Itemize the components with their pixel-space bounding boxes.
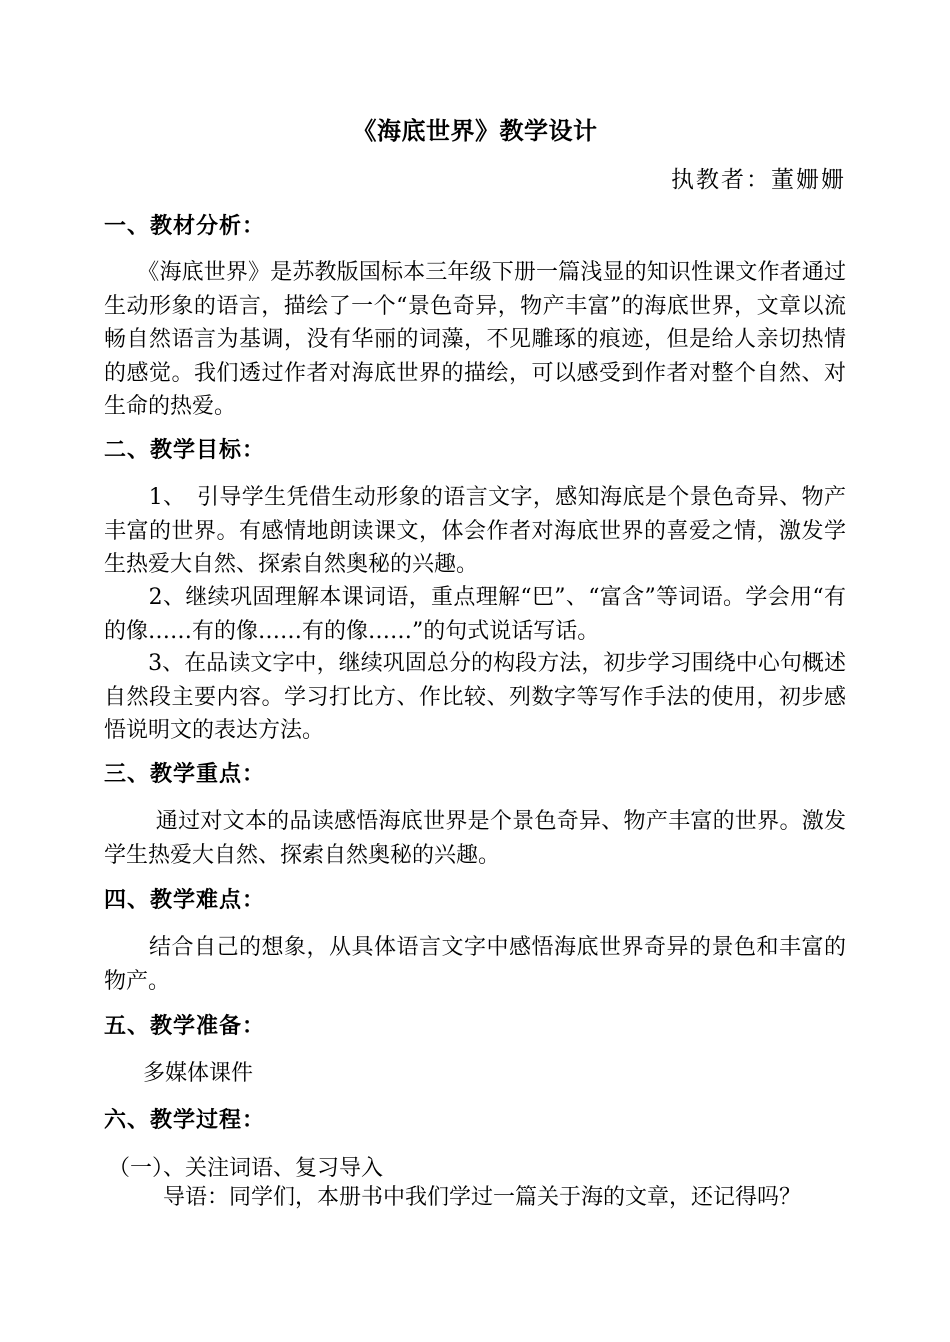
section-heading-teaching-goals: 二、教学目标： — [104, 438, 266, 463]
process-body-lead-in: 导语：同学们，本册书中我们学过一篇关于海的文章，还记得吗？ — [163, 1185, 802, 1210]
section-body-preparation: 多媒体课件 — [143, 1061, 254, 1086]
section-heading-preparation: 五、教学准备： — [104, 1014, 266, 1039]
goal-item-1: 1、 引导学生凭借生动形象的语言文字，感知海底是个景色奇异、物产丰富的世界。有感情地朗读课文，体会作者对海底世界的喜爱之情，激发学生热爱大自然、探索自然奥秘的兴趣。 — [104, 485, 846, 578]
section-heading-textbook-analysis: 一、教材分析： — [104, 214, 266, 239]
section-body-key-points: 通过对文本的品读感悟海底世界是个景色奇异、物产丰富的世界。激发学生热爱大自然、探索自然奥秘的兴趣。 — [104, 809, 846, 868]
section-heading-key-points: 三、教学重点： — [104, 762, 266, 787]
goal-item-2: 2、继续巩固理解本课词语，重点理解“巴”、“富含”等词语。学会用“有的像……有的像……有的像……”的句式说话写话。 — [104, 585, 846, 644]
process-subheading-1: （一）、关注词语、复习导入 — [108, 1156, 384, 1181]
section-heading-process: 六、教学过程： — [104, 1108, 266, 1133]
section-body-difficulties: 结合自己的想象，从具体语言文字中感悟海底世界奇异的景色和丰富的物产。 — [104, 935, 846, 994]
section-body-textbook-analysis: 《海底世界》是苏教版国标本三年级下册一篇浅显的知识性课文作者通过生动形象的语言，描绘了一个“景色奇异，物产丰富”的海底世界，文章以流畅自然语言为基调，没有华丽的词藻，不见雕琢的痕迹，但是给人亲切热情的感觉。我们透过作者对海底世界的描绘，可以感受到作者对整个自然、对生命的热爱。 — [104, 260, 846, 420]
document-title: 《海底世界》教学设计 — [352, 117, 598, 145]
goal-item-3: 3、在品读文字中，继续巩固总分的构段方法，初步学习围绕中心句概述自然段主要内容。学习打比方、作比较、列数字等写作手法的使用，初步感悟说明文的表达方法。 — [104, 651, 846, 744]
author-line: 执教者：董姗姗 — [671, 167, 846, 193]
section-heading-difficulties: 四、教学难点： — [104, 888, 266, 913]
